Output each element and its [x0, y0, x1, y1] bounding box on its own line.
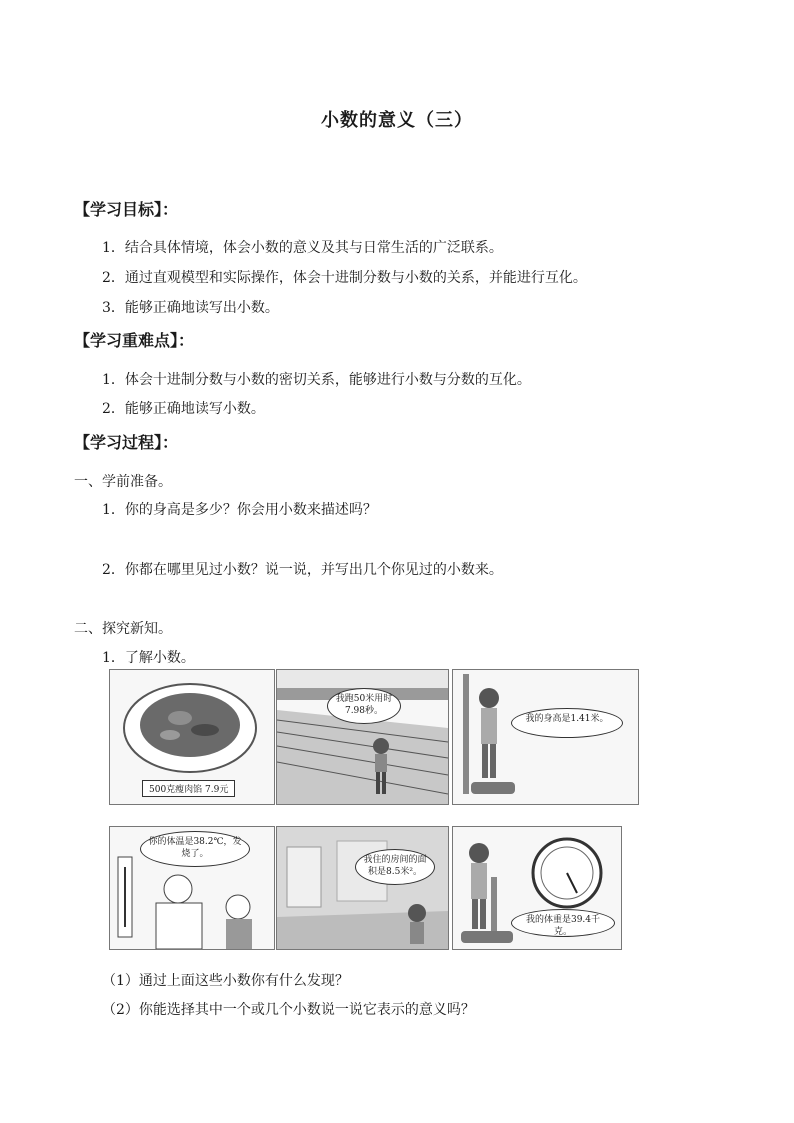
key-point-item-1: 1．体会十进制分数与小数的密切关系，能够进行小数与分数的互化。	[102, 372, 531, 388]
room-image	[277, 827, 448, 949]
running-speech-bubble: 我跑50米用时7.98秒。	[327, 688, 401, 724]
goals-heading: 【学习目标】：	[74, 200, 179, 219]
weight-panel	[452, 826, 622, 950]
weight-speech-bubble: 我的体重是39.4千克。	[511, 909, 615, 937]
section-2-question-1: （1）通过上面这些小数你有什么发现？	[102, 973, 349, 989]
process-heading: 【学习过程】：	[74, 433, 179, 452]
goal-item-1: 1．结合具体情境，体会小数的意义及其与日常生活的广泛联系。	[102, 240, 503, 256]
meat-price-caption: 500克瘦肉馅 7.9元	[142, 780, 235, 797]
height-scale-image	[453, 670, 638, 804]
section-2-subtitle-1: 1．了解小数。	[102, 650, 195, 666]
goal-item-3: 3．能够正确地读写出小数。	[102, 300, 279, 316]
height-speech-bubble: 我的身高是1.41米。	[511, 708, 623, 738]
height-panel	[452, 669, 639, 805]
key-point-item-2: 2．能够正确地读写小数。	[102, 401, 265, 417]
section-2-question-2: （2）你能选择其中一个或几个小数说一说它表示的意义吗？	[102, 1002, 475, 1018]
room-speech-bubble: 我住的房间的面积是8.5米²。	[355, 849, 435, 885]
section-1-question-2: 2．你都在哪里见过小数？说一说，并写出几个你见过的小数来。	[102, 562, 503, 578]
doctor-speech-bubble: 你的体温是38.2℃，发烧了。	[140, 831, 250, 867]
section-2-title: 二、探究新知。	[74, 621, 172, 637]
doctor-panel	[109, 826, 275, 950]
key-points-heading: 【学习重难点】：	[74, 331, 195, 350]
running-panel	[276, 669, 449, 805]
section-1-title: 一、学前准备。	[74, 474, 172, 490]
meat-panel	[109, 669, 275, 805]
room-panel	[276, 826, 449, 950]
page-title: 小数的意义（三）	[321, 110, 473, 131]
section-1-question-1: 1．你的身高是多少？你会用小数来描述吗？	[102, 502, 377, 518]
goal-item-2: 2．通过直观模型和实际操作，体会十进制分数与小数的关系，并能进行互化。	[102, 270, 587, 286]
